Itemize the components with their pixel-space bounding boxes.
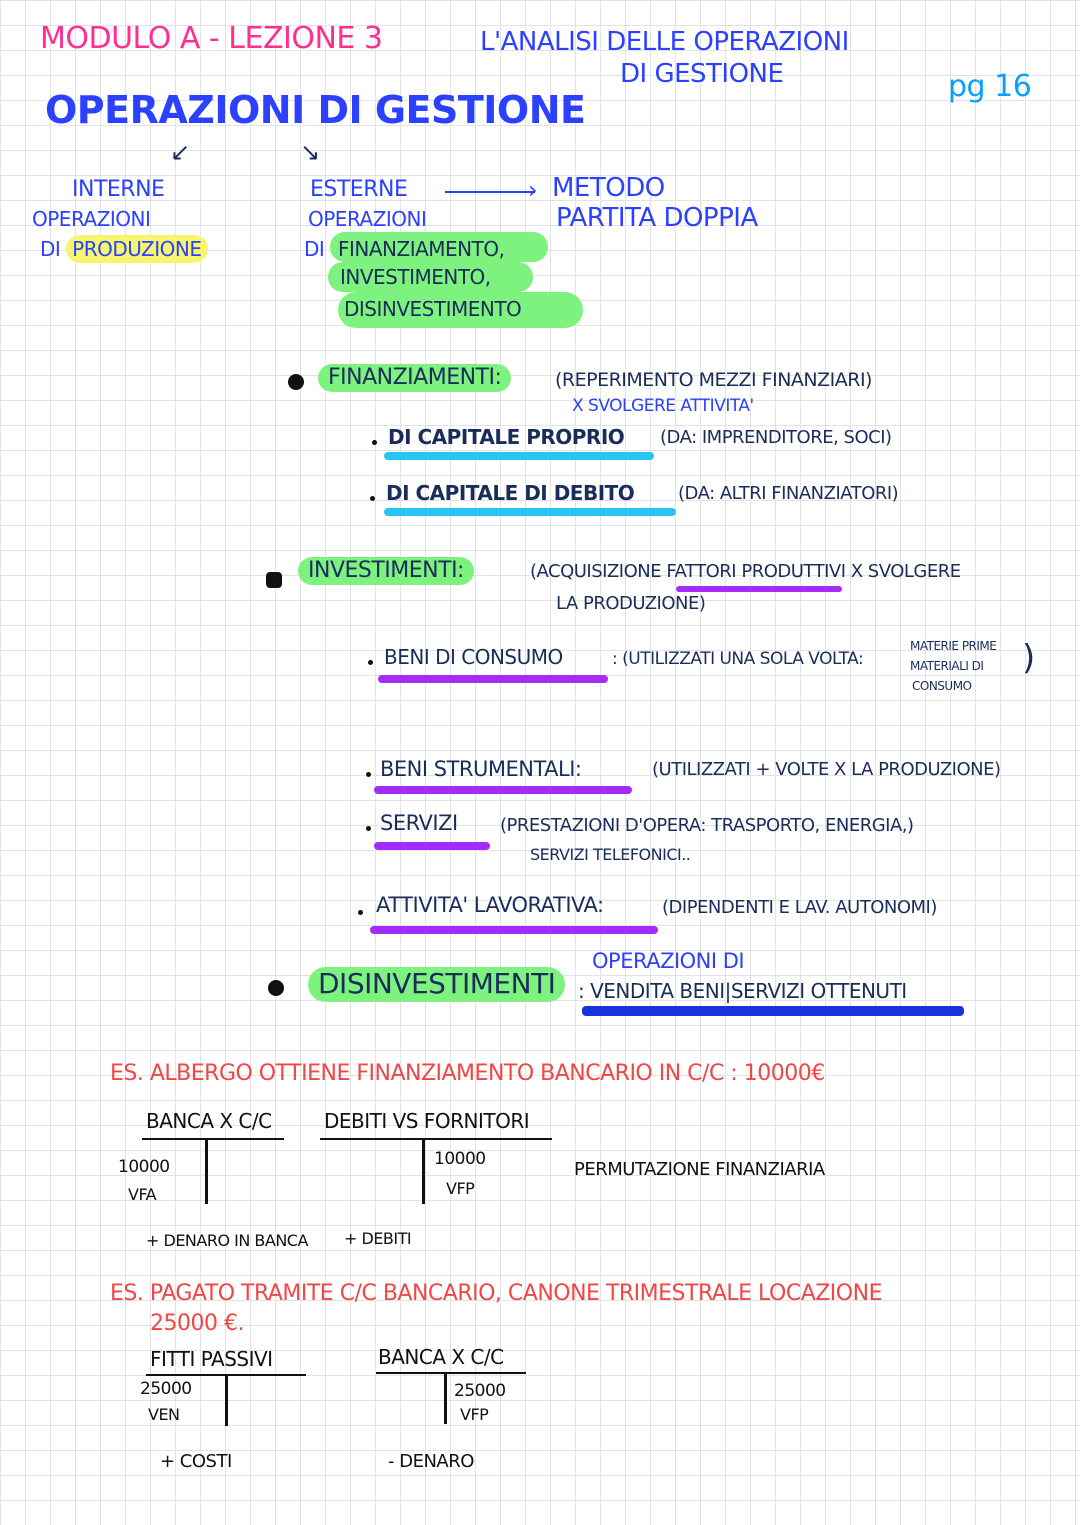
underline-capitale-debito [384, 508, 676, 516]
bullet-capitale-debito [370, 496, 375, 501]
example2-text-line1: ES. PAGATO TRAMITE C/C BANCARIO, CANONE TRIMESTRALE LOCAZIONE [110, 1281, 882, 1306]
bullet-disinvestimenti [268, 980, 284, 996]
example1-left-account: BANCA X C/C [146, 1109, 272, 1133]
bullet-beni-consumo [368, 660, 373, 665]
example2-left-effect: + COSTI [160, 1451, 232, 1472]
attivita-lavorativa-label: ATTIVITA' LAVORATIVA: [376, 893, 604, 917]
capitale-proprio-label: DI CAPITALE PROPRIO [388, 425, 625, 449]
interne-line1: OPERAZIONI [32, 207, 151, 231]
example1-left-t-stem [205, 1138, 208, 1204]
servizi-note-line1: (PRESTAZIONI D'OPERA: TRASPORTO, ENERGIA,) [500, 815, 914, 836]
bullet-servizi [366, 826, 371, 831]
investimenti-desc-line1: (ACQUISIZIONE FATTORI PRODUTTIVI X SVOLGERE [530, 561, 961, 582]
example2-right-t-top [376, 1372, 526, 1374]
capitale-debito-note: (DA: ALTRI FINANZIATORI) [678, 483, 899, 504]
page-title: OPERAZIONI DI GESTIONE [45, 88, 586, 132]
finanziamenti-desc-line1: (REPERIMENTO MEZZI FINANZIARI) [555, 369, 872, 391]
esterne-label: ESTERNE [310, 177, 408, 202]
beni-consumo-note: : (UTILIZZATI UNA SOLA VOLTA: [612, 649, 864, 669]
investimenti-desc-line2: LA PRODUZIONE) [556, 593, 706, 614]
topic-heading-line2: DI GESTIONE [620, 59, 784, 89]
arrow-down-left-icon: ↙ [170, 138, 191, 166]
investimenti-label: INVESTIMENTI: [298, 557, 474, 585]
example1-right-t-stem [422, 1138, 425, 1204]
beni-consumo-sub2: MATERIALI DI [910, 659, 984, 673]
arrow-right-icon: › [528, 176, 538, 204]
example1-text: ES. ALBERGO OTTIENE FINANZIAMENTO BANCARIO IN C/C : 10000€ [110, 1061, 825, 1086]
example1-left-effect: + DENARO IN BANCA [146, 1231, 308, 1250]
example2-left-note: VEN [148, 1405, 180, 1424]
esterne-item-3: DISINVESTIMENTO [344, 297, 522, 321]
paren-close: ) [1022, 638, 1035, 678]
underline-servizi [374, 842, 490, 850]
arrow-line [445, 191, 535, 193]
example2-left-amount: 25000 [140, 1379, 192, 1399]
example2-left-t-stem [225, 1374, 228, 1426]
beni-strumentali-note: (UTILIZZATI + VOLTE X LA PRODUZIONE) [652, 759, 1001, 780]
esterne-prefix: DI [304, 237, 325, 261]
beni-consumo-label: BENI DI CONSUMO [384, 645, 563, 669]
arrow-down-right-icon: ↘ [300, 138, 321, 166]
example2-right-effect: - DENARO [388, 1451, 474, 1472]
example1-right-note: VFP [446, 1179, 475, 1198]
capitale-debito-label: DI CAPITALE DI DEBITO [386, 481, 635, 505]
example2-right-t-stem [444, 1372, 447, 1424]
module-heading: MODULO A - LEZIONE 3 [40, 21, 383, 56]
example1-left-note: VFA [128, 1185, 157, 1204]
interne-label: INTERNE [72, 177, 165, 202]
example1-right-t-top [320, 1138, 552, 1140]
topic-heading-line1: L'ANALISI DELLE OPERAZIONI [480, 27, 849, 57]
esterne-item-1: FINANZIAMENTO, [338, 237, 505, 261]
servizi-label: SERVIZI [380, 811, 458, 835]
example1-right-amount: 10000 [434, 1149, 486, 1169]
finanziamenti-label: FINANZIAMENTI: [318, 364, 511, 392]
bullet-attivita-lavorativa [358, 910, 363, 915]
underline-disinvestimenti [582, 1006, 964, 1016]
example1-right-account: DEBITI VS FORNITORI [324, 1109, 530, 1133]
disinvestimenti-label: DISINVESTIMENTI [308, 967, 565, 1002]
bullet-capitale-proprio [372, 440, 377, 445]
underline-fattori-produttivi [676, 586, 842, 592]
underline-attivita-lavorativa [370, 926, 658, 934]
example1-classification: PERMUTAZIONE FINANZIARIA [574, 1159, 825, 1180]
example2-right-account: BANCA X C/C [378, 1345, 504, 1369]
example2-text-line2: 25000 €. [150, 1311, 244, 1336]
example2-left-account: FITTI PASSIVI [150, 1347, 273, 1371]
method-line1: METODO [552, 173, 665, 203]
underline-beni-strumentali [374, 786, 632, 794]
example1-left-amount: 10000 [118, 1157, 170, 1177]
example2-right-note: VFP [460, 1405, 489, 1424]
method-line2: PARTITA DOPPIA [556, 203, 758, 233]
esterne-line1: OPERAZIONI [308, 207, 427, 231]
example2-right-amount: 25000 [454, 1381, 506, 1401]
esterne-item-2: INVESTIMENTO, [340, 265, 491, 289]
example1-right-effect: + DEBITI [344, 1229, 412, 1248]
example1-left-t-top [142, 1138, 284, 1140]
disinvestimenti-desc: : VENDITA BENI|SERVIZI OTTENUTI [578, 979, 907, 1003]
attivita-lavorativa-note: (DIPENDENTI E LAV. AUTONOMI) [662, 897, 937, 918]
disinvestimenti-above: OPERAZIONI DI [592, 949, 745, 973]
bullet-investimenti [266, 572, 282, 588]
page-number: pg 16 [948, 69, 1032, 104]
bullet-beni-strumentali [366, 772, 371, 777]
beni-consumo-sub3: CONSUMO [912, 679, 972, 693]
underline-capitale-proprio [384, 452, 654, 460]
servizi-note-line2: SERVIZI TELEFONICI.. [530, 845, 691, 864]
interne-highlight: PRODUZIONE [66, 235, 207, 263]
finanziamenti-desc-line2: X SVOLGERE ATTIVITA' [572, 396, 754, 416]
beni-consumo-sub1: MATERIE PRIME [910, 639, 997, 653]
interne-line2 [40, 238, 208, 260]
interne-prefix: DI [40, 237, 61, 261]
capitale-proprio-note: (DA: IMPRENDITORE, SOCI) [660, 427, 892, 448]
beni-strumentali-label: BENI STRUMENTALI: [380, 757, 582, 781]
underline-beni-consumo [378, 675, 608, 683]
bullet-finanziamenti [288, 374, 304, 390]
